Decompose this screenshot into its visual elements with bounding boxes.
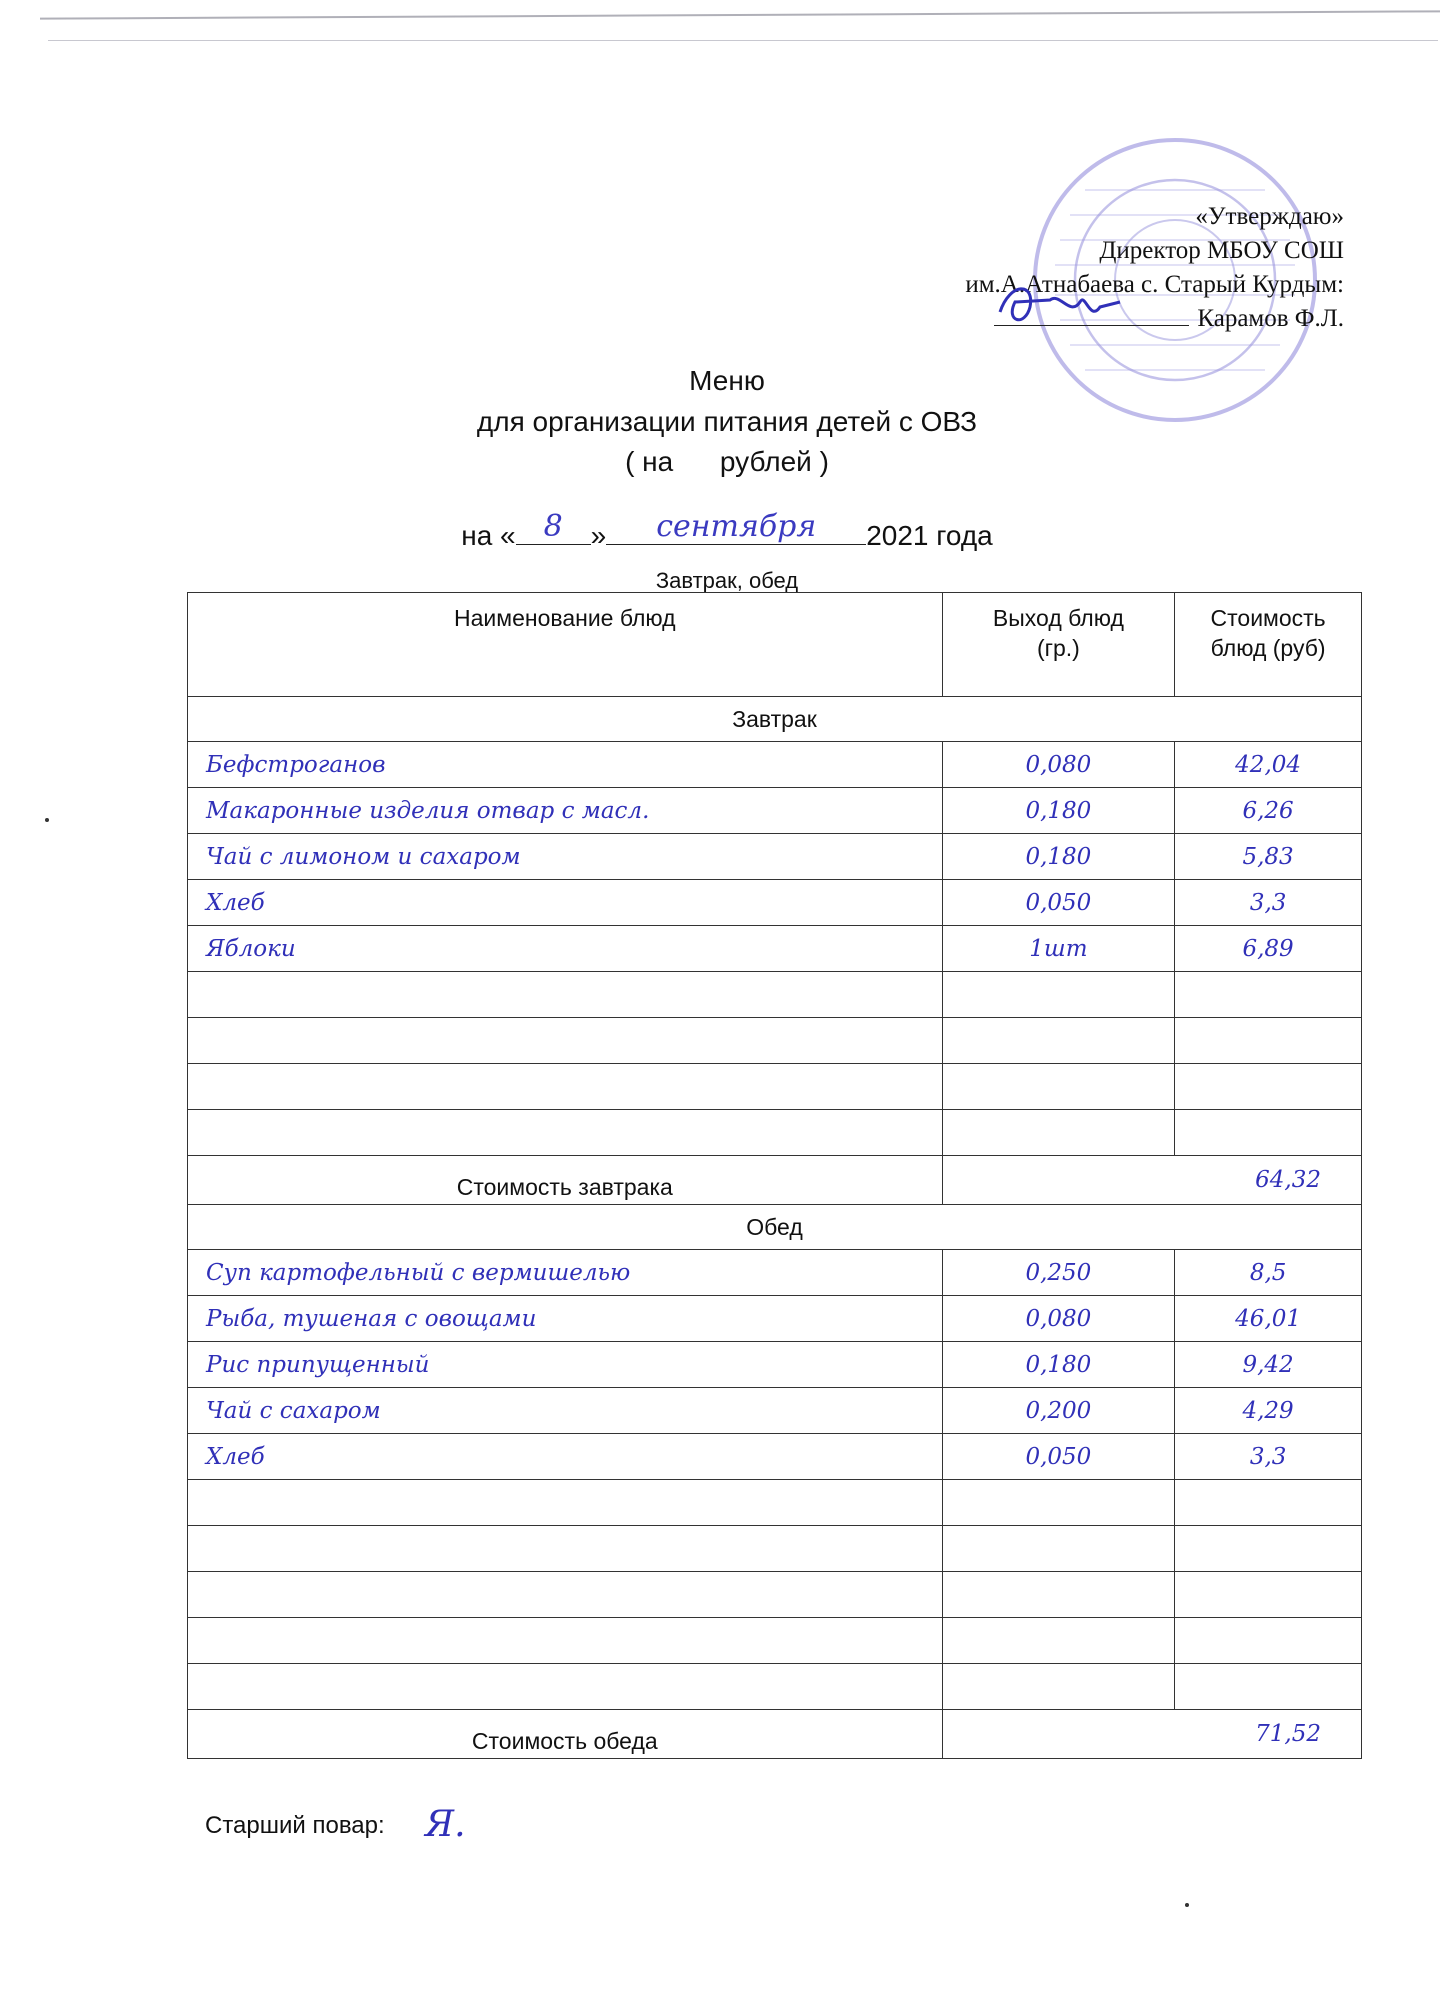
table-row — [188, 742, 1362, 788]
breakfast-title: Завтрак — [188, 697, 1362, 742]
dish-name-cell — [188, 1664, 943, 1710]
header-cost — [1175, 593, 1362, 697]
month-field — [606, 509, 866, 545]
table-row — [188, 1342, 1362, 1388]
breakfast-title-row — [188, 697, 1362, 742]
header-output-text: Выход блюд (гр.) — [992, 605, 1124, 661]
dish-name-cell — [188, 972, 943, 1018]
output-cell: 0,180 — [942, 834, 1175, 880]
output-cell: 0,250 — [942, 1250, 1175, 1296]
table-row — [188, 1526, 1362, 1572]
lunch-total-row — [188, 1710, 1362, 1759]
cost-cell: 3,3 — [1175, 1434, 1362, 1480]
table-row — [188, 926, 1362, 972]
menu-title: Меню — [689, 365, 765, 396]
lunch-section — [188, 1205, 1362, 1710]
cost-cell — [1175, 1664, 1362, 1710]
dish-name-cell — [188, 1064, 943, 1110]
price-close: рублей ) — [719, 446, 829, 477]
table-row — [188, 1388, 1362, 1434]
output-cell — [942, 1064, 1175, 1110]
cook-label: Старший повар: — [205, 1812, 385, 1839]
header-cost-text: Стоимость блюд (руб) — [1210, 605, 1326, 661]
lunch-total-value: 71,52 — [942, 1710, 1361, 1759]
dish-name-cell: Рис припущенный — [188, 1342, 943, 1388]
table-row — [188, 1434, 1362, 1480]
dish-name-cell — [188, 1110, 943, 1156]
menu-subtitle: для организации питания детей с ОВЗ — [476, 406, 978, 437]
cost-cell — [1175, 1480, 1362, 1526]
dish-name-cell: Бефстроганов — [188, 742, 943, 788]
director-position: Директор МБОУ СОШ — [1099, 237, 1344, 264]
table-row — [188, 1110, 1362, 1156]
breakfast-total-row — [188, 1156, 1362, 1205]
cost-cell: 46,01 — [1175, 1296, 1362, 1342]
approval-heading: «Утверждаю» — [1195, 203, 1344, 230]
cost-cell: 42,04 — [1175, 742, 1362, 788]
scan-edge-line — [48, 40, 1438, 41]
output-cell: 0,180 — [942, 1342, 1175, 1388]
lunch-total-section — [188, 1710, 1362, 1759]
meals-label: Завтрак, обед — [655, 568, 799, 593]
table-row — [188, 1064, 1362, 1110]
output-cell: 0,180 — [942, 788, 1175, 834]
cost-cell — [1175, 1064, 1362, 1110]
cost-cell: 5,83 — [1175, 834, 1362, 880]
lunch-total-label: Стоимость обеда — [188, 1710, 943, 1759]
table-row — [188, 1572, 1362, 1618]
header-dish-name: Наименование блюд — [188, 593, 943, 697]
output-cell — [942, 1664, 1175, 1710]
cost-cell: 6,89 — [1175, 926, 1362, 972]
dish-name-cell: Рыба, тушеная с овощами — [188, 1296, 943, 1342]
output-cell: 0,050 — [942, 1434, 1175, 1480]
cost-cell: 3,3 — [1175, 880, 1362, 926]
cost-cell: 4,29 — [1175, 1388, 1362, 1434]
day-value: 8 — [543, 509, 563, 544]
cost-cell — [1175, 1110, 1362, 1156]
table-row — [188, 1618, 1362, 1664]
date-prefix: на « — [461, 520, 516, 551]
breakfast-total-section — [188, 1156, 1362, 1205]
dish-name-cell: Суп картофельный с вермишелью — [188, 1250, 943, 1296]
cost-cell: 9,42 — [1175, 1342, 1362, 1388]
cost-cell: 8,5 — [1175, 1250, 1362, 1296]
dish-name-cell — [188, 1526, 943, 1572]
cook-signature: Я. — [425, 1804, 466, 1845]
month-value: сентября — [656, 509, 817, 544]
dish-name-cell — [188, 1572, 943, 1618]
output-cell: 0,050 — [942, 880, 1175, 926]
cost-cell — [1175, 1526, 1362, 1572]
cost-cell — [1175, 1572, 1362, 1618]
school-name: им.А.Атнабаева с. Старый Курдым: — [965, 271, 1344, 298]
director-signature — [990, 272, 1130, 342]
table-row — [188, 972, 1362, 1018]
year-suffix: 2021 года — [866, 520, 993, 551]
table-row — [188, 1480, 1362, 1526]
table-row — [188, 1018, 1362, 1064]
day-field — [516, 509, 591, 545]
cost-cell: 6,26 — [1175, 788, 1362, 834]
table-header-row — [188, 593, 1362, 697]
output-cell: 0,200 — [942, 1388, 1175, 1434]
cost-cell — [1175, 1618, 1362, 1664]
table-row — [188, 880, 1362, 926]
breakfast-total-label: Стоимость завтрака — [188, 1156, 943, 1205]
cost-cell — [1175, 972, 1362, 1018]
dish-name-cell: Хлеб — [188, 1434, 943, 1480]
output-cell — [942, 972, 1175, 1018]
dish-name-cell — [188, 1018, 943, 1064]
director-name: Карамов Ф.Л. — [1197, 305, 1344, 332]
table-row — [188, 788, 1362, 834]
date-line — [0, 509, 1454, 552]
scan-speck — [45, 818, 49, 822]
date-mid: » — [590, 520, 607, 551]
table-row — [188, 834, 1362, 880]
menu-table — [187, 592, 1362, 1759]
output-cell: 0,080 — [942, 742, 1175, 788]
dish-name-cell — [188, 1618, 943, 1664]
scan-edge-line — [40, 10, 1440, 19]
table-row — [188, 1250, 1362, 1296]
output-cell: 1шт — [942, 926, 1175, 972]
dish-name-cell: Хлеб — [188, 880, 943, 926]
price-open: ( на — [625, 446, 674, 477]
output-cell — [942, 1572, 1175, 1618]
lunch-title: Обед — [188, 1205, 1362, 1250]
output-cell: 0,080 — [942, 1296, 1175, 1342]
dish-name-cell: Чай с лимоном и сахаром — [188, 834, 943, 880]
scan-speck — [1185, 1903, 1189, 1907]
output-cell — [942, 1018, 1175, 1064]
breakfast-section — [188, 697, 1362, 1156]
dish-name-cell — [188, 1480, 943, 1526]
dish-name-cell: Яблоки — [188, 926, 943, 972]
dish-name-cell: Чай с сахаром — [188, 1388, 943, 1434]
output-cell — [942, 1526, 1175, 1572]
output-cell — [942, 1110, 1175, 1156]
table-row — [188, 1296, 1362, 1342]
dish-name-cell: Макаронные изделия отвар с масл. — [188, 788, 943, 834]
header-output — [942, 593, 1175, 697]
table-row — [188, 1664, 1362, 1710]
lunch-title-row — [188, 1205, 1362, 1250]
cost-cell — [1175, 1018, 1362, 1064]
price-line — [0, 446, 1454, 478]
breakfast-total-value: 64,32 — [942, 1156, 1361, 1205]
output-cell — [942, 1480, 1175, 1526]
output-cell — [942, 1618, 1175, 1664]
